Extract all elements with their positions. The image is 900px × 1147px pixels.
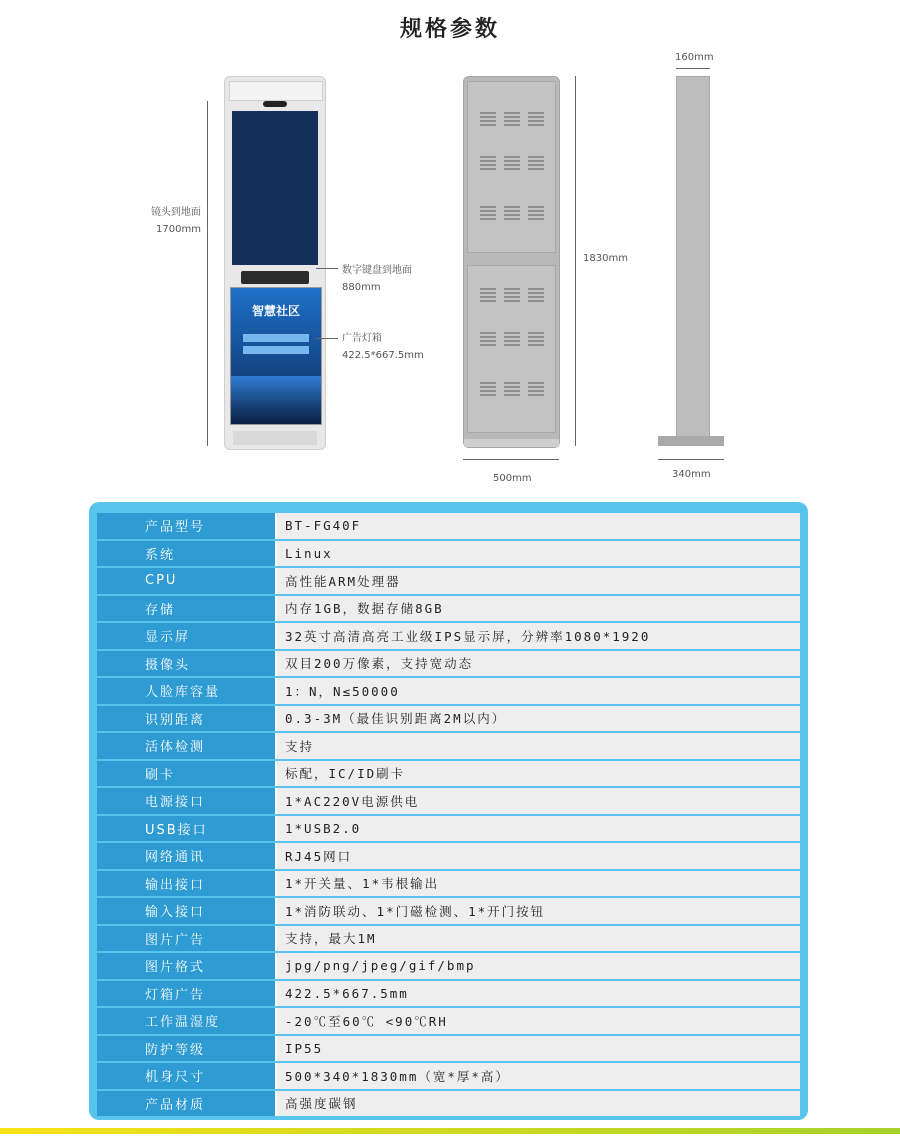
spec-key: 刷卡 bbox=[97, 761, 275, 787]
table-row bbox=[97, 761, 800, 787]
spec-value: 高性能ARM处理器 bbox=[275, 568, 800, 594]
spec-key: 摄像头 bbox=[97, 651, 275, 677]
table-row bbox=[97, 898, 800, 924]
kiosk-front bbox=[224, 76, 326, 450]
table-row bbox=[97, 513, 800, 539]
spec-value: 1*AC220V电源供电 bbox=[275, 788, 800, 814]
table-row bbox=[97, 871, 800, 897]
spec-key: 显示屏 bbox=[97, 623, 275, 649]
table-row bbox=[97, 953, 800, 979]
ad-lightbox bbox=[230, 287, 322, 425]
lens-to-ground-value: 1700mm bbox=[156, 224, 201, 235]
spec-table bbox=[97, 511, 800, 1118]
cabinet-foot bbox=[464, 439, 559, 447]
spec-key: 图片广告 bbox=[97, 926, 275, 952]
table-row bbox=[97, 678, 800, 704]
cabinet-back bbox=[463, 76, 560, 448]
spec-key: 输入接口 bbox=[97, 898, 275, 924]
keypad-icon bbox=[241, 271, 309, 284]
table-row bbox=[97, 706, 800, 732]
table-row bbox=[97, 1063, 800, 1089]
keypad-to-ground-value: 880mm bbox=[342, 282, 381, 293]
spec-key: 系统 bbox=[97, 541, 275, 567]
ad-screen-title: 智慧社区 bbox=[251, 304, 300, 318]
spec-value: BT-FG40F bbox=[275, 513, 800, 539]
camera-icon bbox=[263, 101, 287, 107]
spec-value: 1：N，N≤50000 bbox=[275, 678, 800, 704]
ad-banner-bar bbox=[243, 334, 309, 342]
page-title: 规格参数 bbox=[399, 17, 500, 42]
keypad-to-ground-label: 数字键盘到地面 bbox=[342, 265, 412, 276]
table-row bbox=[97, 733, 800, 759]
height-dimension-line bbox=[207, 101, 208, 446]
spec-value: 500*340*1830mm（宽*厚*高） bbox=[275, 1063, 800, 1089]
cabinet-height-value: 1830mm bbox=[583, 253, 628, 264]
ad-banner-bar bbox=[243, 346, 309, 354]
spec-value: 1*消防联动、1*门磁检测、1*开门按钮 bbox=[275, 898, 800, 924]
cabinet-lower-door bbox=[467, 265, 556, 433]
spec-key: 识别距离 bbox=[97, 706, 275, 732]
spec-value: -20℃至60℃ <90℃RH bbox=[275, 1008, 800, 1034]
kiosk-base bbox=[233, 431, 317, 445]
table-row bbox=[97, 623, 800, 649]
spec-value: IP55 bbox=[275, 1036, 800, 1062]
kiosk-top-panel bbox=[229, 81, 323, 101]
table-row bbox=[97, 843, 800, 869]
cabinet-height-line bbox=[575, 76, 576, 446]
kiosk-side-base bbox=[658, 436, 724, 446]
spec-value: 内存1GB，数据存储8GB bbox=[275, 596, 800, 622]
spec-key: 产品型号 bbox=[97, 513, 275, 539]
table-row bbox=[97, 788, 800, 814]
spec-key: CPU bbox=[97, 568, 275, 594]
spec-key: 网络通讯 bbox=[97, 843, 275, 869]
ad-lightbox-value: 422.5*667.5mm bbox=[342, 350, 424, 361]
kiosk-display bbox=[232, 111, 318, 265]
keypad-pointer-line bbox=[316, 268, 338, 269]
city-skyline-image bbox=[231, 376, 321, 424]
spec-key: USB接口 bbox=[97, 816, 275, 842]
spec-value: Linux bbox=[275, 541, 800, 567]
spec-key: 灯箱广告 bbox=[97, 981, 275, 1007]
spec-key: 电源接口 bbox=[97, 788, 275, 814]
table-row bbox=[97, 1091, 800, 1117]
table-row bbox=[97, 816, 800, 842]
side-top-value: 160mm bbox=[675, 52, 714, 63]
side-top-line bbox=[676, 68, 710, 69]
side-base-value: 340mm bbox=[672, 469, 711, 480]
table-row bbox=[97, 596, 800, 622]
spec-value: 422.5*667.5mm bbox=[275, 981, 800, 1007]
cabinet-upper-door bbox=[467, 81, 556, 253]
spec-key: 图片格式 bbox=[97, 953, 275, 979]
spec-value: 高强度碳钢 bbox=[275, 1091, 800, 1117]
table-row bbox=[97, 568, 800, 594]
spec-key: 防护等级 bbox=[97, 1036, 275, 1062]
table-row bbox=[97, 981, 800, 1007]
table-row bbox=[97, 926, 800, 952]
spec-key: 机身尺寸 bbox=[97, 1063, 275, 1089]
spec-value: 0.3-3M（最佳识别距离2M以内） bbox=[275, 706, 800, 732]
spec-value: 支持，最大1M bbox=[275, 926, 800, 952]
spec-key: 输出接口 bbox=[97, 871, 275, 897]
spec-value: RJ45网口 bbox=[275, 843, 800, 869]
lightbox-pointer-line bbox=[316, 338, 338, 339]
ad-lightbox-label: 广告灯箱 bbox=[342, 333, 382, 344]
table-row bbox=[97, 1036, 800, 1062]
table-row bbox=[97, 651, 800, 677]
cabinet-width-value: 500mm bbox=[493, 473, 532, 484]
spec-key: 存储 bbox=[97, 596, 275, 622]
spec-key: 活体检测 bbox=[97, 733, 275, 759]
spec-value: 双目200万像素，支持宽动态 bbox=[275, 651, 800, 677]
spec-value: 1*开关量、1*韦根输出 bbox=[275, 871, 800, 897]
spec-value: 支持 bbox=[275, 733, 800, 759]
spec-value: 32英寸高清高亮工业级IPS显示屏，分辨率1080*1920 bbox=[275, 623, 800, 649]
spec-key: 产品材质 bbox=[97, 1091, 275, 1117]
spec-value: 标配，IC/ID刷卡 bbox=[275, 761, 800, 787]
kiosk-side bbox=[676, 76, 710, 438]
spec-key: 工作温湿度 bbox=[97, 1008, 275, 1034]
bottom-accent-bar bbox=[0, 1128, 900, 1134]
spec-key: 人脸库容量 bbox=[97, 678, 275, 704]
table-row bbox=[97, 541, 800, 567]
cabinet-width-line bbox=[463, 459, 559, 460]
spec-value: jpg/png/jpeg/gif/bmp bbox=[275, 953, 800, 979]
side-base-line bbox=[658, 459, 724, 460]
spec-value: 1*USB2.0 bbox=[275, 816, 800, 842]
lens-to-ground-label: 镜头到地面 bbox=[150, 207, 201, 218]
table-row bbox=[97, 1008, 800, 1034]
